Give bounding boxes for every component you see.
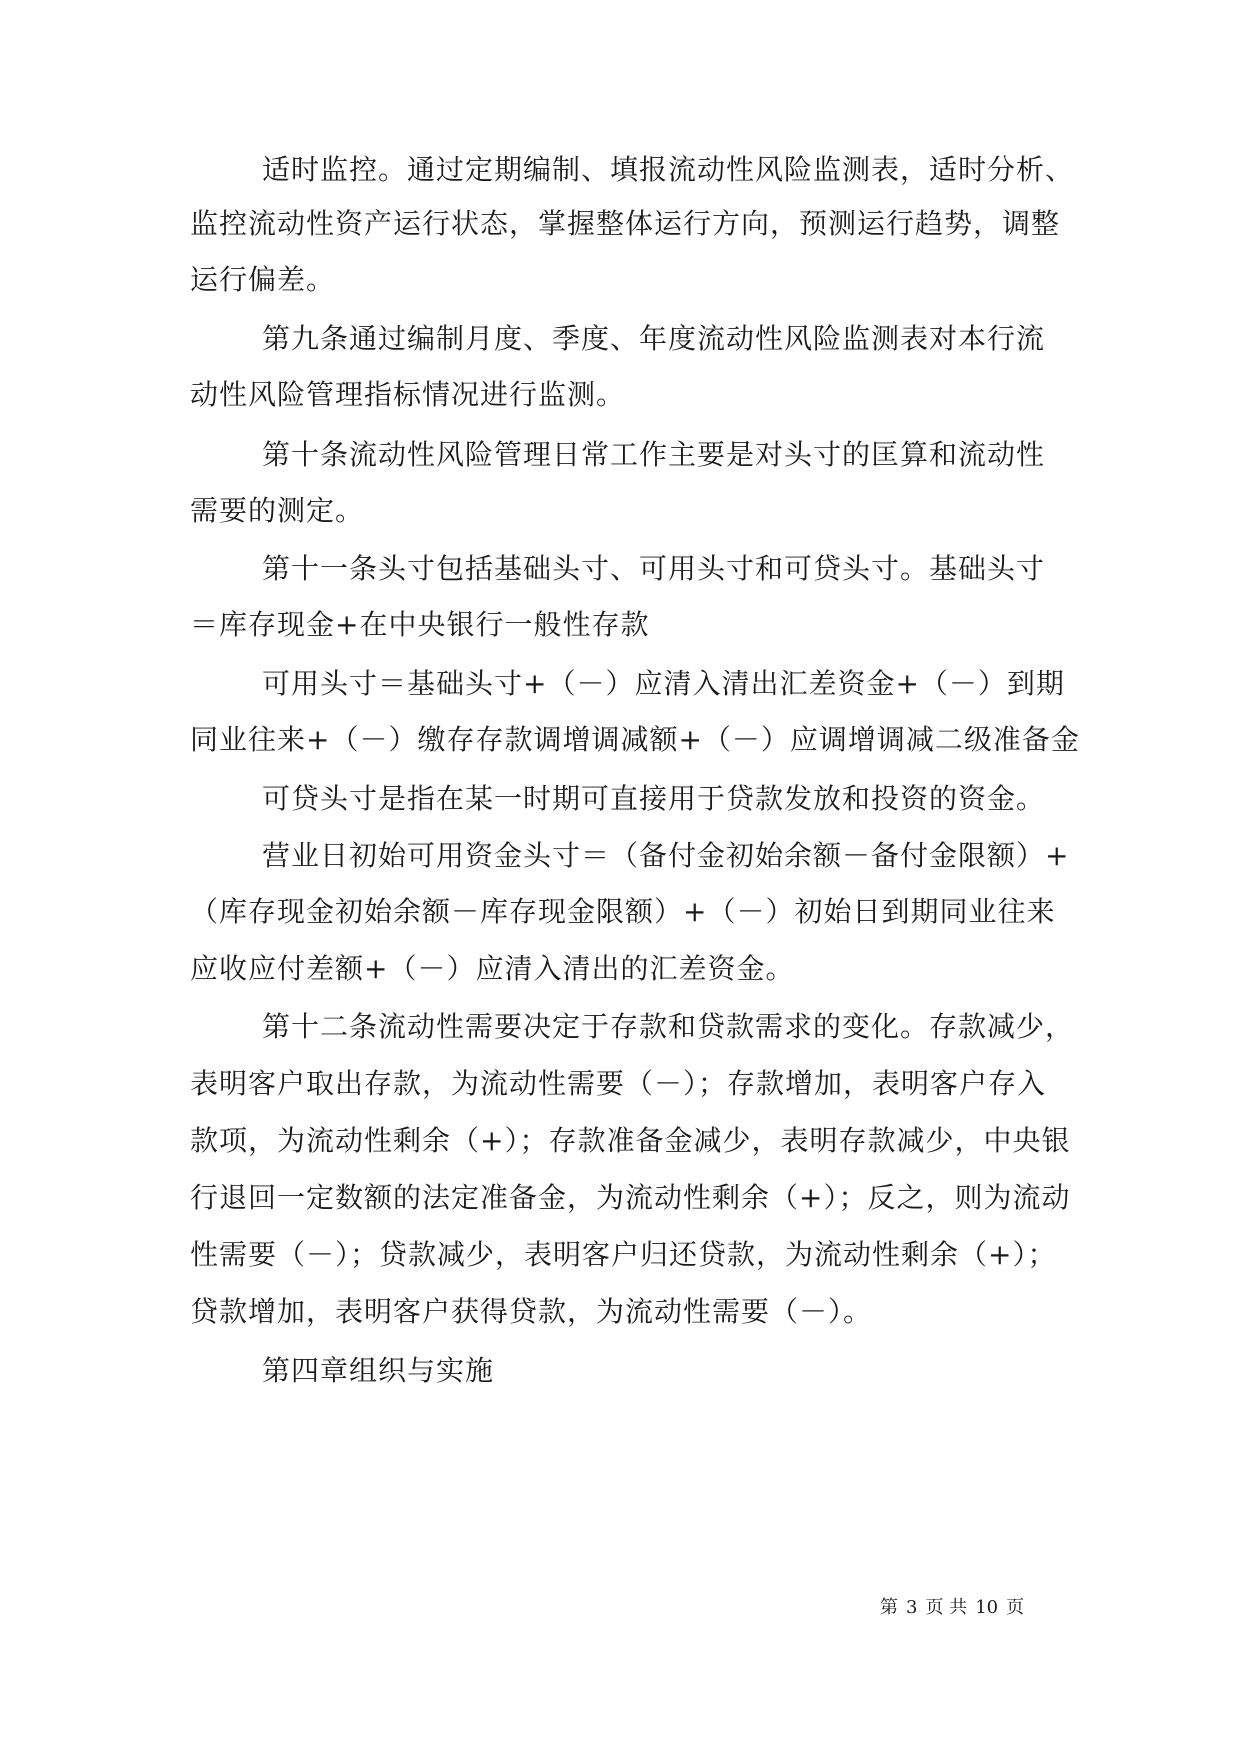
paragraph-line: 第九条通过编制月度、季度、年度流动性风险监测表对本行流: [262, 322, 1046, 355]
paragraph-line: 监控流动性资产运行状态，掌握整体运行方向，预测运行趋势，调整: [190, 207, 1061, 240]
footer-page-total: 10: [975, 1597, 999, 1618]
paragraph-line: 第十一条头寸包括基础头寸、可用头寸和可贷头寸。基础头寸: [262, 552, 1046, 585]
paragraph-line: （库存现金初始余额－库存现金限额）+（－）初始日到期同业往来: [190, 895, 1056, 928]
paragraph-line: 运行偏差。: [190, 263, 336, 296]
paragraph-line: 性需要（－）；贷款减少，表明客户归还贷款，为流动性剩余（+）；: [190, 1238, 1057, 1271]
paragraph-line: ＝库存现金+在中央银行一般性存款: [190, 608, 650, 641]
footer-page-prefix: 第: [880, 1597, 898, 1618]
paragraph-line: 表明客户取出存款，为流动性需要（－）；存款增加，表明客户存入: [190, 1067, 1047, 1100]
paragraph-line: 款项，为流动性剩余（+）；存款准备金减少，表明存款减少，中央银: [190, 1124, 1071, 1157]
paragraph-line: 应收应付差额+（－）应清入清出的汇差资金。: [190, 952, 795, 985]
paragraph-line: 适时监控。通过定期编制、填报流动性风险监测表，适时分析、: [262, 153, 1075, 186]
paragraph-line: 同业往来+（－）缴存存款调增调减额+（－）应调增调减二级准备金: [190, 723, 1080, 756]
paragraph-line: 可用头寸＝基础头寸+（－）应清入清出汇差资金+（－）到期: [262, 667, 1065, 700]
paragraph-line: 第十二条流动性需要决定于存款和贷款需求的变化。存款减少，: [262, 1010, 1075, 1043]
paragraph-line: 第十条流动性风险管理日常工作主要是对头寸的匡算和流动性: [262, 438, 1046, 471]
paragraph-line: 行退回一定数额的法定准备金，为流动性剩余（+）；反之，则为流动: [190, 1181, 1071, 1214]
chapter-heading: 第四章组织与实施: [262, 1354, 495, 1387]
paragraph-line: 动性风险管理指标情况进行监测。: [190, 378, 626, 411]
paragraph-line: 贷款增加，表明客户获得贷款，为流动性需要（－）。: [190, 1295, 873, 1328]
page-footer: [880, 1596, 1024, 1620]
footer-page-number: 3: [906, 1597, 918, 1618]
paragraph-line: 可贷头寸是指在某一时期可直接用于贷款发放和投资的资金。: [262, 782, 1046, 815]
footer-page-suffix: 页: [1006, 1597, 1025, 1618]
footer-page-mid: 页 共: [925, 1597, 968, 1618]
paragraph-line: 营业日初始可用资金头寸＝（备付金初始余额－备付金限额）+: [262, 839, 1070, 872]
paragraph-line: 需要的测定。: [190, 494, 365, 527]
